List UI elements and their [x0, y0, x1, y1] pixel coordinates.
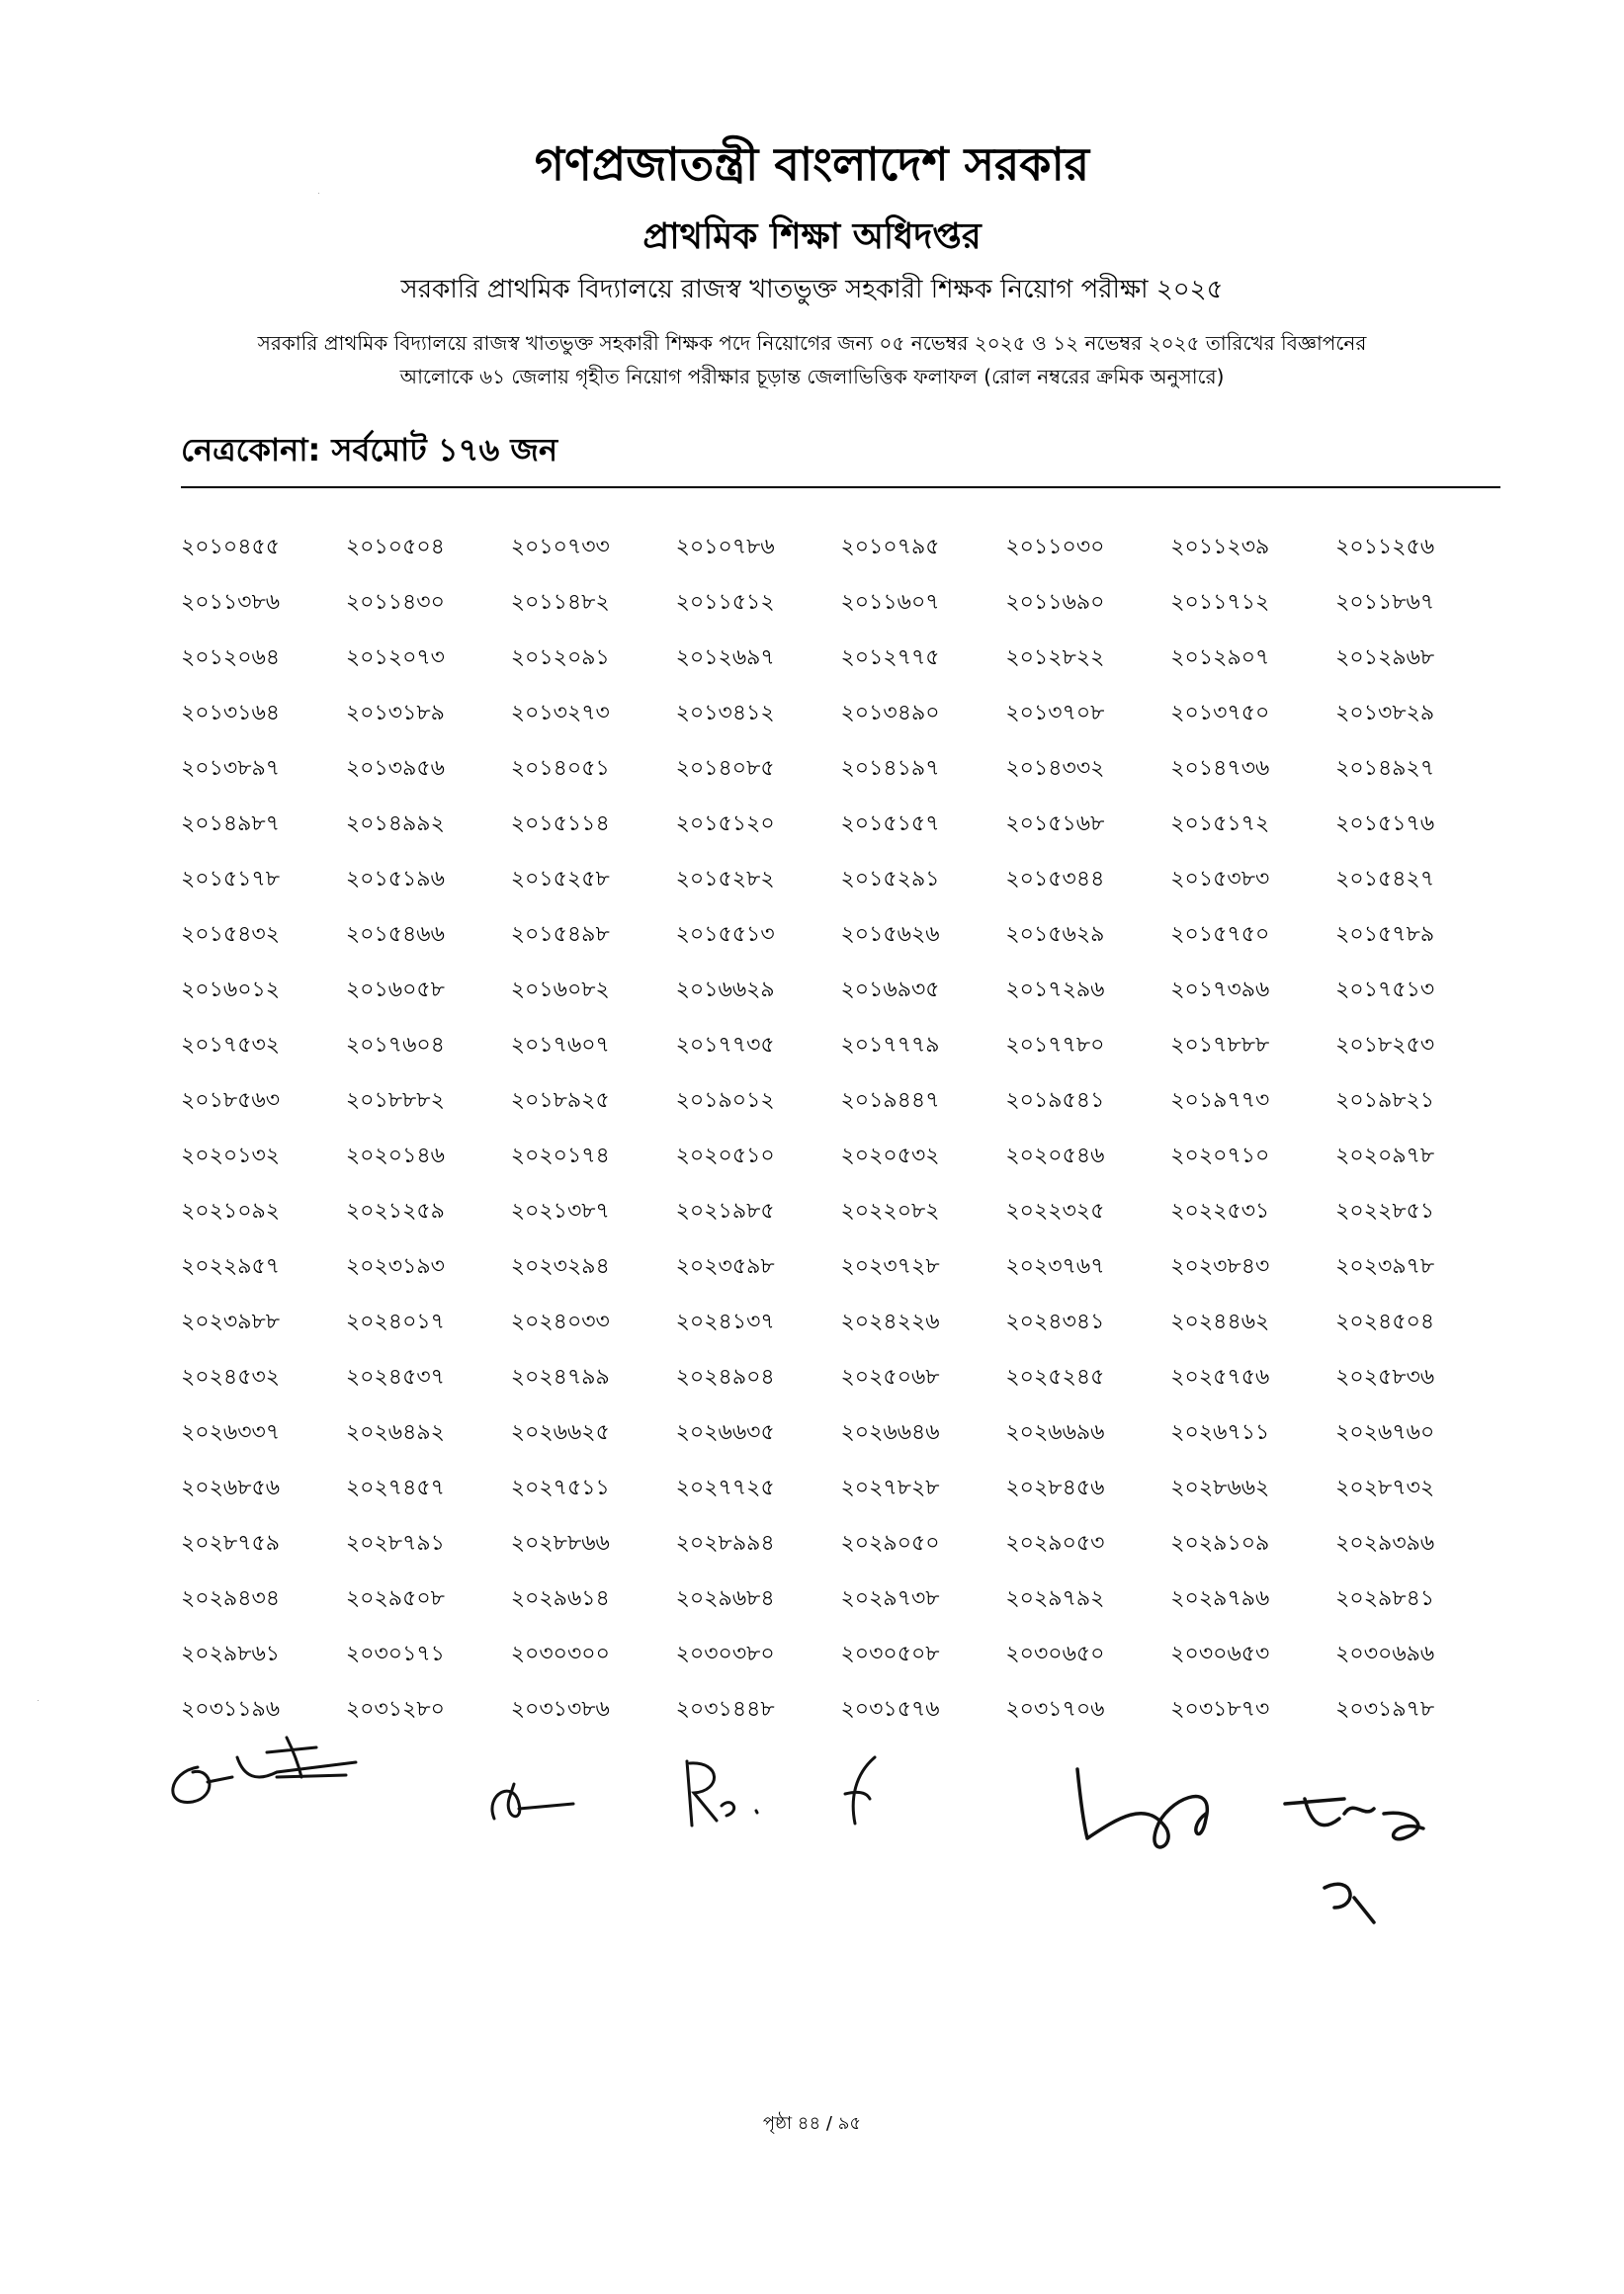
- roll-number: ২০২৯৩৯৬: [1335, 1531, 1435, 1556]
- roll-number: ২০৩০৩৮০: [675, 1642, 775, 1666]
- roll-number: ২০১৩৮৯৭: [181, 756, 281, 781]
- roll-number: ২০২৪৪৬২: [1170, 1310, 1270, 1334]
- roll-number: ২০২০৭১০: [1170, 1144, 1270, 1168]
- roll-number: ২০১৫১৭২: [1170, 811, 1270, 836]
- roll-number: ২০১৫৬২৬: [840, 922, 940, 947]
- roll-number: ২০২৬৩৩৭: [181, 1420, 281, 1445]
- roll-number: ২০২২০৮২: [840, 1199, 940, 1224]
- roll-number: ২০১১৮৬৭: [1335, 590, 1435, 615]
- roll-number: ২০১৪৯৯২: [345, 811, 445, 836]
- exam-title: সরকারি প্রাথমিক বিদ্যালয়ে রাজস্ব খাতভুক্ত সহকারী শিক্ষক নিয়োগ পরীক্ষা ২০২৫: [400, 275, 1224, 304]
- roll-number: ২০২৬৭৬০: [1335, 1420, 1435, 1445]
- roll-number: ২০৩১৫৭৬: [840, 1697, 940, 1722]
- roll-number: ২০১২৯০৭: [1170, 645, 1270, 670]
- roll-number: ২০২৮৬৬২: [1170, 1476, 1270, 1500]
- roll-number: ২০২৬৮৫৬: [181, 1476, 281, 1500]
- roll-number: ২০২২৩২৫: [1005, 1199, 1105, 1224]
- roll-number: ২০১৫২৮২: [675, 867, 775, 892]
- roll-number: ২০২৩৭৬৭: [1005, 1254, 1105, 1279]
- roll-number: ২০১৭৫১৩: [1335, 977, 1435, 1002]
- roll-number: ২০১০৭৩৩: [510, 535, 610, 559]
- signature-5: [1058, 1759, 1493, 1947]
- roll-number: ২০১১৭১২: [1170, 590, 1270, 615]
- roll-number: ২০২৭৭২৫: [675, 1476, 775, 1500]
- roll-number: ২০৩০১৭১: [345, 1642, 445, 1666]
- roll-number: ২০৩১৩৮৬: [510, 1697, 610, 1722]
- roll-number: ২০২৮৭৫৯: [181, 1531, 281, 1556]
- roll-number: ২০২৪১৩৭: [675, 1310, 775, 1334]
- page-number: পৃষ্ঠা ৪৪: [762, 2113, 821, 2134]
- roll-number: ২০১৫১১৪: [510, 811, 610, 836]
- roll-number: ২০২৫০৬৮: [840, 1365, 940, 1390]
- roll-number: ২০১৮৮৮২: [345, 1088, 445, 1113]
- scan-mark: [318, 193, 319, 194]
- roll-number: ২০১৭৭৩৫: [675, 1033, 775, 1058]
- roll-number: ২০২৮৭৯১: [345, 1531, 445, 1556]
- roll-number: ২০২৪৯০৪: [675, 1365, 775, 1390]
- roll-number: ২০১৫৫১৩: [675, 922, 775, 947]
- roll-number: ২০২৩৫৯৮: [675, 1254, 775, 1279]
- roll-number: ২০২৩৭২৮: [840, 1254, 940, 1279]
- signature-2: [474, 1764, 583, 1833]
- signature-3: [672, 1751, 771, 1840]
- roll-number: ২০১৯৫৪১: [1005, 1088, 1105, 1113]
- roll-number: ২০৩১৮৭৩: [1170, 1697, 1270, 1722]
- roll-number: ২০২৯০৫০: [840, 1531, 940, 1556]
- roll-number: ২০৩০৫০৮: [840, 1642, 940, 1666]
- roll-number: ২০১৫৪৩২: [181, 922, 281, 947]
- roll-number: ২০২৯৭৯২: [1005, 1586, 1105, 1611]
- roll-number: ২০১০৪৫৫: [181, 535, 281, 559]
- roll-number: ২০১৬০৫৮: [345, 977, 445, 1002]
- roll-number: ২০১৬৬২৯: [675, 977, 775, 1002]
- roll-number: ২০২০১৭৪: [510, 1144, 610, 1168]
- roll-number: ২০২৭৪৫৭: [345, 1476, 445, 1500]
- roll-number: ২০২৫৭৫৬: [1170, 1365, 1270, 1390]
- signature-4: [835, 1749, 895, 1838]
- scan-mark: [38, 1700, 39, 1701]
- roll-number: ২০১১২৩৯: [1170, 535, 1270, 559]
- roll-number: ২০১৩২৭৩: [510, 701, 610, 725]
- roll-number: ২০১৫৩৮৩: [1170, 867, 1270, 892]
- roll-number: ২০১৭৩৯৬: [1170, 977, 1270, 1002]
- roll-number: ২০১৫২৯১: [840, 867, 940, 892]
- page-total: / ৯৫: [825, 2113, 862, 2134]
- roll-number: ২০২৩১৯৩: [345, 1254, 445, 1279]
- notice-line-2: আলোকে ৬১ জেলায় গৃহীত নিয়োগ পরীক্ষার চূড়ান্ত জেলাভিত্তিক ফলাফল (রোল নম্বরের ক্রমিক অনুসারে): [399, 365, 1225, 388]
- roll-number: ২০১৬০৮২: [510, 977, 610, 1002]
- roll-number: ২০২৩৯৭৮: [1335, 1254, 1435, 1279]
- roll-number: ২০২৯৭৯৬: [1170, 1586, 1270, 1611]
- roll-number: ২০১৫৪৯৮: [510, 922, 610, 947]
- roll-number: ২০২০৯৭৮: [1335, 1144, 1435, 1168]
- roll-number: ২০১৩১৮৯: [345, 701, 445, 725]
- roll-number: ২০২৪৫৩২: [181, 1365, 281, 1390]
- roll-number: ২০১৪৯৮৭: [181, 811, 281, 836]
- result-notice: [138, 326, 1486, 393]
- roll-number: ২০১০৭৯৫: [840, 535, 940, 559]
- roll-number: ২০১৭৮৮৮: [1170, 1033, 1270, 1058]
- roll-number: ২০১১০৩০: [1005, 535, 1105, 559]
- roll-number: ২০১৭৫৩২: [181, 1033, 281, 1058]
- roll-number: ২০২০৫৪৬: [1005, 1144, 1105, 1168]
- roll-number: ২০১৫১২০: [675, 811, 775, 836]
- roll-number: ২০১২৬৯৭: [675, 645, 775, 670]
- roll-number: ২০২১২৫৯: [345, 1199, 445, 1224]
- roll-number: ২০২০৫৩২: [840, 1144, 940, 1168]
- roll-number: ২০৩১৭০৬: [1005, 1697, 1105, 1722]
- roll-number: ২০২৩৯৮৮: [181, 1310, 281, 1334]
- roll-number: ২০২৬৬৪৬: [840, 1420, 940, 1445]
- roll-number: ২০১০৭৮৬: [675, 535, 775, 559]
- roll-number: ২০২২৯৫৭: [181, 1254, 281, 1279]
- roll-number: ২০১৪৭৩৬: [1170, 756, 1270, 781]
- roll-number: ২০২৩২৯৪: [510, 1254, 610, 1279]
- roll-number: ২০২৭৫১১: [510, 1476, 610, 1500]
- roll-number: ২০৩০৩০০: [510, 1642, 610, 1666]
- signature-1: [158, 1728, 385, 1827]
- roll-number: ২০৩০৬৫৩: [1170, 1642, 1270, 1666]
- roll-number: ২০১৩৮২৯: [1335, 701, 1435, 725]
- roll-number: ২০১২৭৭৫: [840, 645, 940, 670]
- roll-number: ২০১২০৯১: [510, 645, 610, 670]
- roll-number: ২০৩১৯৭৮: [1335, 1697, 1435, 1722]
- roll-number: ২০২৪৫০৪: [1335, 1310, 1435, 1334]
- roll-number: ২০২১৩৮৭: [510, 1199, 610, 1224]
- roll-number: ২০২৪০১৭: [345, 1310, 445, 1334]
- roll-number: ২০১২০৬৪: [181, 645, 281, 670]
- roll-number: ২০১৪০৫১: [510, 756, 610, 781]
- roll-number: ২০১৫১৭৮: [181, 867, 281, 892]
- roll-number: ২০২৯৫০৮: [345, 1586, 445, 1611]
- roll-number: ২০১৫১৯৬: [345, 867, 445, 892]
- roll-number-grid: [181, 530, 1500, 1747]
- roll-number: ২০১৪১৯৭: [840, 756, 940, 781]
- roll-number: ২০২৪৫৩৭: [345, 1365, 445, 1390]
- roll-number: ২০১৫৪৬৬: [345, 922, 445, 947]
- roll-number: ২০১১৬০৭: [840, 590, 940, 615]
- government-title: গণপ্রজাতন্ত্রী বাংলাদেশ সরকার: [534, 137, 1090, 191]
- page-footer: [0, 2109, 1624, 2140]
- notice-line-1: সরকারি প্রাথমিক বিদ্যালয়ে রাজস্ব খাতভুক্ত সহকারী শিক্ষক পদে নিয়োগের জন্য ০৫ নভেম্বর ২০২৫ ও ১২ নভেম্বর ২০২৫ তারিখের বিজ্ঞাপনের: [257, 331, 1367, 355]
- roll-number: ২০১৩৪১২: [675, 701, 775, 725]
- roll-number: ২০২৪২২৬: [840, 1310, 940, 1334]
- roll-number: ২০১১৬৯০: [1005, 590, 1105, 615]
- roll-number: ২০১৪৯২৭: [1335, 756, 1435, 781]
- roll-number: ২০১৮৯২৫: [510, 1088, 610, 1113]
- roll-number: ২০২৯৬৮৪: [675, 1586, 775, 1611]
- roll-number: ২০২৪৭৯৯: [510, 1365, 610, 1390]
- roll-number: ২০২৯৮৬১: [181, 1642, 281, 1666]
- roll-number: ২০২৯৪৩৪: [181, 1586, 281, 1611]
- roll-number: ২০২৫২৪৫: [1005, 1365, 1105, 1390]
- roll-number: ২০২৮৮৬৬: [510, 1531, 610, 1556]
- roll-number: ২০২৮৯৯৪: [675, 1531, 775, 1556]
- roll-number: ২০১৩৭০৮: [1005, 701, 1105, 725]
- roll-number: ২০২৯১০৯: [1170, 1531, 1270, 1556]
- roll-number: ২০১৫৬২৯: [1005, 922, 1105, 947]
- roll-number: ২০১২৮২২: [1005, 645, 1105, 670]
- roll-number: ২০১৫১৭৬: [1335, 811, 1435, 836]
- roll-number: ২০১৭৬০৭: [510, 1033, 610, 1058]
- roll-number: ২০১৪০৮৫: [675, 756, 775, 781]
- roll-number: ২০১২০৭৩: [345, 645, 445, 670]
- roll-number: ২০৩১৪৪৮: [675, 1697, 775, 1722]
- roll-number: ২০২৬৬২৫: [510, 1420, 610, 1445]
- roll-number: ২০২৬৬৩৫: [675, 1420, 775, 1445]
- roll-number: ২০১১২৫৬: [1335, 535, 1435, 559]
- roll-number: ২০১৩৯৫৬: [345, 756, 445, 781]
- roll-number: ২০১৩১৬৪: [181, 701, 281, 725]
- roll-number: ২০১৯৪৪৭: [840, 1088, 940, 1113]
- roll-number: ২০২৯৮৪১: [1335, 1586, 1435, 1611]
- heading-divider: [181, 486, 1500, 488]
- roll-number: ২০১৩৭৫০: [1170, 701, 1270, 725]
- department-title: প্রাথমিক শিক্ষা অধিদপ্তর: [642, 216, 982, 257]
- roll-number: ২০২৩৮৪৩: [1170, 1254, 1270, 1279]
- roll-number: ২০১৫৭৮৯: [1335, 922, 1435, 947]
- roll-number: ২০১৫১৫৭: [840, 811, 940, 836]
- roll-number: ২০২১০৯২: [181, 1199, 281, 1224]
- roll-number: ২০২১৯৮৫: [675, 1199, 775, 1224]
- roll-number: ২০১৫৪২৭: [1335, 867, 1435, 892]
- roll-number: ২০১৯৭৭৩: [1170, 1088, 1270, 1113]
- roll-number: ২০২২৮৫১: [1335, 1199, 1435, 1224]
- roll-number: ২০১০৫০৪: [345, 535, 445, 559]
- roll-number: ২০২০১৩২: [181, 1144, 281, 1168]
- roll-number: ২০১৯০১২: [675, 1088, 775, 1113]
- roll-number: ২০১৫৩৪৪: [1005, 867, 1105, 892]
- roll-number: ২০২৬৬৯৬: [1005, 1420, 1105, 1445]
- roll-number: ২০১৫২৫৮: [510, 867, 610, 892]
- roll-number: ২০২৯৬১৪: [510, 1586, 610, 1611]
- roll-number: ২০২৬৪৯২: [345, 1420, 445, 1445]
- roll-number: ২০১৭৭৭৯: [840, 1033, 940, 1058]
- roll-number: ২০২০১৪৬: [345, 1144, 445, 1168]
- roll-number: ২০১৩৪৯০: [840, 701, 940, 725]
- roll-number: ২০২৯০৫৩: [1005, 1531, 1105, 1556]
- roll-number: ২০২৬৭১১: [1170, 1420, 1270, 1445]
- roll-number: ২০৩১২৮০: [345, 1697, 445, 1722]
- roll-number: ২০২৫৮৩৬: [1335, 1365, 1435, 1390]
- roll-number: ২০১১৪৩০: [345, 590, 445, 615]
- roll-number: ২০১৪৩৩২: [1005, 756, 1105, 781]
- roll-number: ২০১৫৭৫০: [1170, 922, 1270, 947]
- roll-number: ২০১৯৮২১: [1335, 1088, 1435, 1113]
- roll-number: ২০১৭৬০৪: [345, 1033, 445, 1058]
- district-heading: নেত্রকোনা: সর্বমোট ১৭৬ জন: [181, 431, 558, 468]
- roll-number: ২০১৭৭৮০: [1005, 1033, 1105, 1058]
- roll-number: ২০২৯৭৩৮: [840, 1586, 940, 1611]
- roll-number: ২০১৫১৬৮: [1005, 811, 1105, 836]
- roll-number: ২০১২৯৬৮: [1335, 645, 1435, 670]
- roll-number: ২০১১৪৮২: [510, 590, 610, 615]
- roll-number: ২০৩১১৯৬: [181, 1697, 281, 1722]
- roll-number: ২০১৬০১২: [181, 977, 281, 1002]
- roll-number: ২০২৪০৩৩: [510, 1310, 610, 1334]
- roll-number: ২০১৭২৯৬: [1005, 977, 1105, 1002]
- roll-number: ২০৩০৬৫০: [1005, 1642, 1105, 1666]
- roll-number: ২০২৮৪৫৬: [1005, 1476, 1105, 1500]
- roll-number: ২০১৮২৫৩: [1335, 1033, 1435, 1058]
- roll-number: ২০২৪৩৪১: [1005, 1310, 1105, 1334]
- roll-number: ২০২০৫১০: [675, 1144, 775, 1168]
- roll-number: ২০১১৩৮৬: [181, 590, 281, 615]
- roll-number: ২০২৭৮২৮: [840, 1476, 940, 1500]
- roll-number: ২০২৮৭৩২: [1335, 1476, 1435, 1500]
- roll-number: ২০৩০৬৯৬: [1335, 1642, 1435, 1666]
- roll-number: ২০১১৫১২: [675, 590, 775, 615]
- roll-number: ২০২২৫৩১: [1170, 1199, 1270, 1224]
- roll-number: ২০১৮৫৬৩: [181, 1088, 281, 1113]
- roll-number: ২০১৬৯৩৫: [840, 977, 940, 1002]
